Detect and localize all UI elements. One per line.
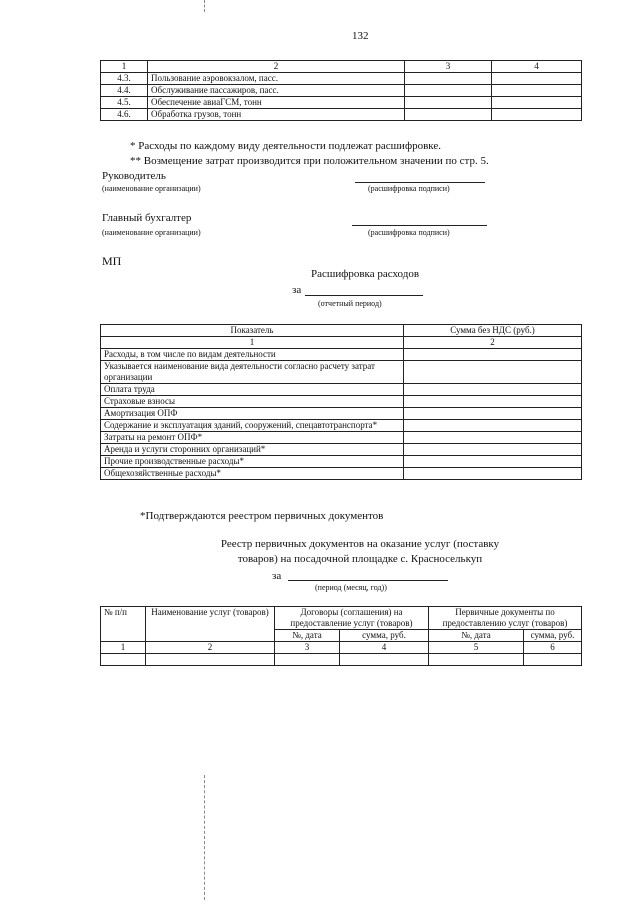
table-row: №, дата сумма, руб. №, дата сумма, руб. — [101, 630, 582, 642]
accountant-org-caption: (наименование организации) — [102, 228, 201, 237]
registry-title-line2: товаров) на посадочной площадке с. Красноселькуп — [237, 553, 483, 565]
expenses-footnote: *Подтверждаются реестром первичных документов — [140, 510, 384, 522]
table-row: 4.6. Обработка грузов, тонн — [101, 109, 582, 121]
table-row: 1 2 3 4 — [101, 61, 582, 73]
table-row: Общехозяйственные расходы* — [101, 468, 582, 480]
expenses-period-caption: (отчетный период) — [318, 299, 382, 308]
accountant-sign-caption: (расшифровка подписи) — [368, 228, 450, 237]
table-row: Аренда и услуги сторонних организаций* — [101, 444, 582, 456]
expenses-period-line — [305, 295, 423, 296]
registry-period-line — [288, 580, 448, 581]
head-org-caption: (наименование организации) — [102, 184, 201, 193]
head-label: Руководитель — [102, 170, 166, 182]
top-table — [100, 60, 582, 121]
expenses-title: Расшифровка расходов — [310, 268, 420, 280]
accountant-signature-line — [352, 225, 487, 226]
table-row: 4.5. Обеспечение авиаГСМ, тонн — [101, 97, 582, 109]
table-row: Оплата труда — [101, 384, 582, 396]
table-row: Содержание и эксплуатация зданий, сооружений, спецавтотранспорта* — [101, 420, 582, 432]
head-sign-caption: (расшифровка подписи) — [368, 184, 450, 193]
table-row: Расходы, в том числе по видам деятельности — [101, 349, 582, 361]
registry-table — [100, 606, 582, 666]
registry-title-line1: Реестр первичных документов на оказание услуг (поставку — [220, 538, 500, 550]
table-row: № п/п Наименование услуг (товаров) Договоры (соглашения) на предоставление услуг (товаров) Первичные документы по предоставлению услуг (товаров) — [101, 607, 582, 630]
expenses-table — [100, 324, 582, 480]
table-row: Указывается наименование вида деятельности согласно расчету затрат организации — [101, 361, 582, 384]
accountant-label: Главный бухгалтер — [102, 212, 192, 224]
page-number: 132 — [352, 30, 369, 42]
table-row: Страховые взносы — [101, 396, 582, 408]
registry-period-caption: (период (месяц, год)) — [315, 583, 387, 592]
table-row: 1 2 — [101, 337, 582, 349]
table-row: 4.4. Обслуживание пассажиров, пасс. — [101, 85, 582, 97]
expenses-for-label: за — [292, 284, 302, 296]
footnote-2: ** Возмещение затрат производится при положительном значении по стр. 5. — [130, 155, 489, 167]
stamp-label: МП — [102, 254, 122, 268]
table-row: 1 2 3 4 5 6 — [101, 642, 582, 654]
table-row: Показатель Сумма без НДС (руб.) — [101, 325, 582, 337]
table-row: Амортизация ОПФ — [101, 408, 582, 420]
table-row: Прочие производственные расходы* — [101, 456, 582, 468]
registry-for-label: за — [272, 570, 282, 582]
table-row — [101, 654, 582, 666]
footnote-1: * Расходы по каждому виду деятельности подлежат расшифровке. — [130, 140, 441, 152]
table-row: Затраты на ремонт ОПФ* — [101, 432, 582, 444]
table-row: 4.3. Пользование аэровокзалом, пасс. — [101, 73, 582, 85]
fold-mark-bottom — [204, 775, 205, 900]
fold-mark-top — [204, 0, 205, 12]
head-signature-line — [355, 182, 485, 183]
